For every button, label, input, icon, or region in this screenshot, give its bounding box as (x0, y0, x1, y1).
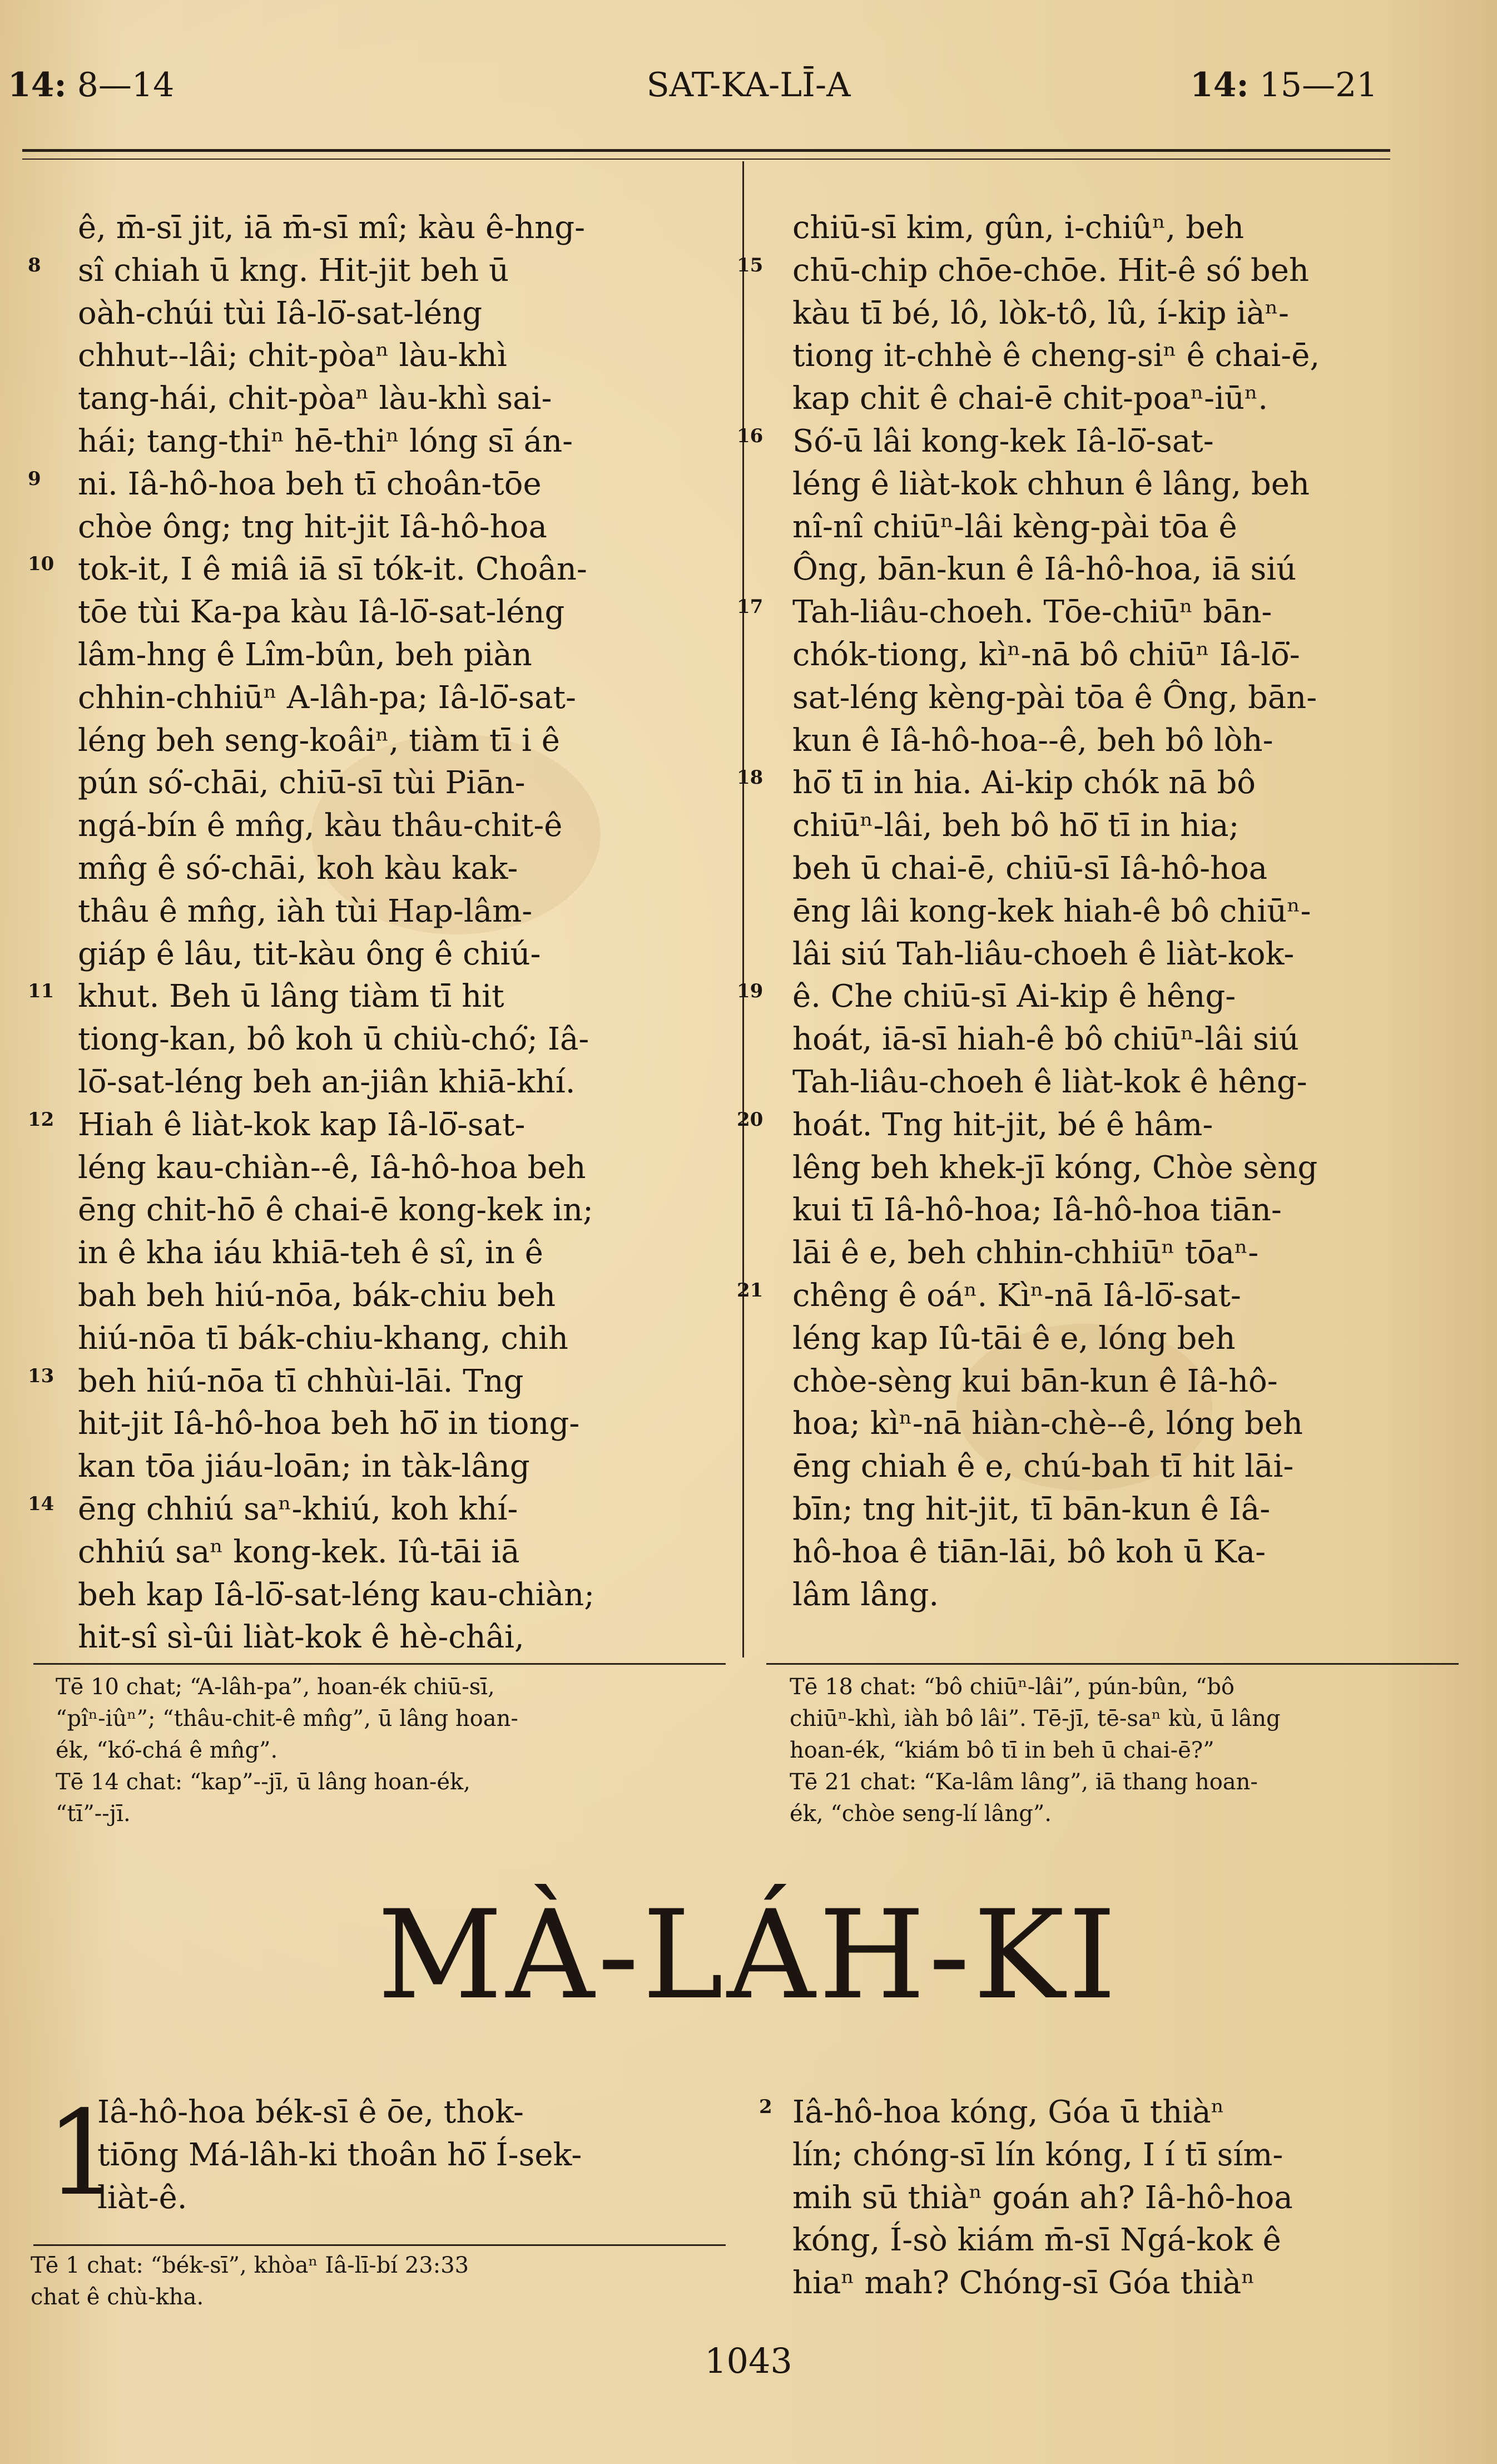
text-line: pún só͘-chāi, chiū-sī tùi Piān- (78, 765, 526, 801)
text-line: hoát, iā-sī hiah-ê bô chiūⁿ-lâi siú (792, 1021, 1299, 1058)
text-line: mih sū thiàⁿ goán ah? Iâ-hô-hoa (792, 2179, 1293, 2216)
footnote-line: Tē 21 chat: “Ka-lâm lâng”, iā thang hoan- (790, 1769, 1258, 1795)
text-line: lín; chóng-sī lín kóng, I í tī sím- (792, 2136, 1283, 2173)
footnote-line: chiūⁿ-khì, iàh bô lâi”. Tē-jī, tē-saⁿ kù, ū lâng (790, 1706, 1281, 1731)
text-line: tiōng Má-lâh-ki thoân hō͘ Í-sek- (97, 2136, 582, 2173)
verse-number: 18 (737, 766, 764, 789)
text-line: Tah-liâu-choeh. Tōe-chiūⁿ bān- (792, 594, 1272, 631)
footnote-line: ék, “chòe seng-lí lâng”. (790, 1801, 1052, 1827)
text-line: bīn; tng hit-jit, tī bān-kun ê Iâ- (792, 1491, 1271, 1527)
text-line: thâu ê mn̂g, iàh tùi Hap-lâm- (78, 893, 533, 929)
text-line: beh kap Iâ-lō͘-sat-léng kau-chiàn; (78, 1576, 595, 1613)
text-line: kap chit ê chai-ē chit-poaⁿ-iūⁿ. (792, 380, 1268, 417)
text-line: hô-hoa ê tiān-lāi, bô koh ū Ka- (792, 1533, 1266, 1570)
text-line: lâi siú Tah-liâu-choeh ê liàt-kok- (792, 936, 1295, 972)
text-line: tōe tùi Ka-pa kàu Iâ-lō͘-sat-léng (78, 594, 565, 631)
text-line: sat-léng kèng-pài tōa ê Ông, bān- (792, 679, 1317, 716)
header-right-reference (1190, 66, 1377, 105)
text-line: ēng chiah ê e, chú-bah tī hit lāi- (792, 1448, 1294, 1485)
text-line: hoa; kìⁿ-nā hiàn-chè--ê, lóng beh (792, 1406, 1303, 1442)
right-column-text (792, 207, 1320, 1616)
book-title: MÀ-LÁH-KI (377, 1884, 1120, 2026)
text-line: bah beh hiú-nōa, bák-chiu beh (78, 1277, 556, 1314)
text-line: tiong it-chhè ê cheng-siⁿ ê chai-ē, (792, 338, 1320, 374)
text-line: hō͘ tī in hia. Ai-kip chók nā bô (792, 765, 1256, 801)
footnote-line: ék, “kó͘-chá ê mn̂g”. (56, 1738, 278, 1763)
text-line: lāi ê e, beh chhin-chhiūⁿ tōaⁿ- (792, 1235, 1259, 1271)
text-line: ēng lâi kong-kek hiah-ê bô chiūⁿ- (792, 893, 1311, 929)
header-right-chapter: 14: (1190, 66, 1249, 105)
header-left-chapter: 14: (8, 66, 67, 105)
chapter-number: 1 (46, 2085, 120, 2221)
text-line: sî chiah ū kng. Hit-jit beh ū (78, 252, 509, 289)
text-line: tiong-kan, bô koh ū chiù-chó͘; Iâ- (78, 1021, 589, 1058)
header-rule-thin (22, 159, 1390, 160)
text-line: léng kap Iû-tāi ê e, lóng beh (792, 1320, 1236, 1357)
text-line: léng beh seng-koâiⁿ, tiàm tī i ê (78, 722, 560, 759)
footnote-line: chat ê chù-kha. (31, 2284, 204, 2310)
verse-number: 19 (737, 980, 764, 1003)
verse-number: 14 (28, 1493, 54, 1515)
text-line: hiú-nōa tī bák-chiu-khang, chih (78, 1320, 568, 1357)
verse-number: 17 (737, 596, 764, 619)
text-line: lêng beh khek-jī kóng, Chòe sèng (792, 1149, 1318, 1186)
header-rule-thick (22, 149, 1390, 152)
footnote-line: Tē 18 chat: “bô chiūⁿ-lâi”, pún-bûn, “bô (790, 1674, 1235, 1700)
verse-number: 16 (737, 425, 764, 447)
footnote-line: “tī”--jī. (56, 1801, 131, 1827)
text-line: chiū-sī kim, gûn, i-chiûⁿ, beh (792, 210, 1245, 246)
text-line: liàt-ê. (97, 2179, 187, 2216)
text-line: chók-tiong, kìⁿ-nā bô chiūⁿ Iâ-lō͘- (792, 636, 1300, 673)
text-line: beh hiú-nōa tī chhùi-lāi. Tng (78, 1363, 524, 1399)
text-line: khut. Beh ū lâng tiàm tī hit (78, 978, 504, 1015)
verse-number: 15 (737, 254, 764, 276)
header-left-verses: 8—14 (77, 66, 175, 105)
text-line: Só͘-ū lâi kong-kek Iâ-lō͘-sat- (792, 423, 1214, 459)
text-line: hit-sî sì-ûi liàt-kok ê hè-châi, (78, 1619, 524, 1656)
text-line: tok-it, I ê miâ iā sī tók-it. Choân- (78, 551, 587, 588)
text-line: Ông, bān-kun ê Iâ-hô-hoa, iā siú (792, 551, 1297, 588)
text-line: ngá-bín ê mn̂g, kàu thâu-chit-ê (78, 808, 563, 844)
malachi-left-text (97, 2091, 582, 2219)
malachi-footnotes (31, 2250, 469, 2313)
text-line: hoát. Tng hit-jit, bé ê hâm- (792, 1106, 1213, 1143)
text-line: Iâ-hô-hoa kóng, Góa ū thiàⁿ (792, 2094, 1225, 2130)
text-line: ê. Che chiū-sī Ai-kip ê hêng- (792, 978, 1236, 1015)
text-line: léng kau-chiàn--ê, Iâ-hô-hoa beh (78, 1149, 586, 1186)
text-line: chhiú saⁿ kong-kek. Iû-tāi iā (78, 1533, 520, 1570)
footnote-line: Tē 10 chat; “A-lâh-pa”, hoan-ék chiū-sī, (56, 1674, 495, 1700)
text-line: kun ê Iâ-hô-hoa--ê, beh bô lòh- (792, 722, 1273, 759)
text-line: lâm lâng. (792, 1576, 939, 1613)
malachi-footnote-rule (33, 2244, 726, 2246)
text-line: oàh-chúi tùi Iâ-lō͘-sat-léng (78, 295, 483, 331)
text-line: hiaⁿ mah? Chóng-sī Góa thiàⁿ (792, 2265, 1255, 2302)
text-line: kui tī Iâ-hô-hoa; Iâ-hô-hoa tiān- (792, 1192, 1282, 1229)
verse-number: 2 (759, 2096, 772, 2118)
footnote-line: Tē 1 chat: “bék-sī”, khòaⁿ Iâ-lī-bí 23:33 (31, 2253, 469, 2278)
text-line: chêng ê oáⁿ. Kìⁿ-nā Iâ-lō͘-sat- (792, 1277, 1241, 1314)
text-line: kóng, Í-sò kiám m̄-sī Ngá-kok ê (792, 2222, 1281, 2259)
verse-number: 12 (28, 1108, 54, 1131)
text-line: Tah-liâu-choeh ê liàt-kok ê hêng- (792, 1063, 1307, 1100)
text-line: nî-nî chiūⁿ-lâi kèng-pài tōa ê (792, 508, 1237, 545)
text-line: lâm-hng ê Lîm-bûn, beh piàn (78, 636, 532, 673)
text-line: Iâ-hô-hoa bék-sī ê ōe, thok- (97, 2094, 524, 2130)
verse-number: 13 (28, 1364, 54, 1387)
text-line: chiūⁿ-lâi, beh bô hō͘ tī in hia; (792, 808, 1240, 844)
text-line: giáp ê lâu, tit-kàu ông ê chiú- (78, 936, 541, 972)
left-footnote-rule (33, 1663, 726, 1665)
right-footnote-rule (766, 1663, 1459, 1665)
footnote-line: hoan-ék, “kiám bô tī in beh ū chai-ē?” (790, 1738, 1215, 1763)
text-line: ni. Iâ-hô-hoa beh tī choân-tōe (78, 466, 542, 502)
right-footnotes (790, 1671, 1281, 1830)
left-footnotes (56, 1671, 518, 1830)
footnote-line: “pîⁿ-iûⁿ”; “thâu-chit-ê mn̂g”, ū lâng hoan- (56, 1706, 518, 1731)
text-line: lō͘-sat-léng beh an-jiân khiā-khí. (78, 1063, 576, 1100)
text-line: chòe ông; tng hit-jit Iâ-hô-hoa (78, 508, 547, 545)
header-right-verses: 15—21 (1259, 66, 1378, 105)
page-number: 1043 (705, 2341, 792, 2381)
verse-number: 20 (737, 1108, 764, 1131)
text-line: ê, m̄-sī jit, iā m̄-sī mî; kàu ê-hng- (78, 210, 585, 246)
verse-number: 9 (28, 467, 41, 490)
text-line: ēng chhiú saⁿ-khiú, koh khí- (78, 1491, 518, 1527)
verse-number: 8 (28, 254, 41, 276)
column-divider (742, 161, 744, 1657)
malachi-right-text (792, 2091, 1293, 2305)
verse-number: 10 (28, 553, 54, 576)
verse-number: 21 (737, 1279, 764, 1302)
text-line: kàu tī bé, lô, lòk-tô, lû, í-kip iàⁿ- (792, 295, 1289, 331)
text-line: mn̂g ê só͘-chāi, koh kàu kak- (78, 850, 518, 887)
text-line: chhin-chhiūⁿ A-lâh-pa; Iâ-lō͘-sat- (78, 679, 576, 716)
text-line: ēng chit-hō ê chai-ē kong-kek in; (78, 1192, 593, 1229)
text-line: chòe-sèng kui bān-kun ê Iâ-hô- (792, 1363, 1278, 1399)
text-line: in ê kha iáu khiā-teh ê sî, in ê (78, 1235, 543, 1271)
left-column-text (78, 207, 594, 1659)
text-line: hit-jit Iâ-hô-hoa beh hō͘ in tiong- (78, 1406, 580, 1442)
text-line: hái; tang-thiⁿ hē-thiⁿ lóng sī án- (78, 423, 573, 459)
text-line: tang-hái, chit-pòaⁿ làu-khì sai- (78, 380, 552, 417)
footnote-line: Tē 14 chat: “kap”--jī, ū lâng hoan-ék, (56, 1769, 470, 1795)
text-line: kan tōa jiáu-loān; in tàk-lâng (78, 1448, 530, 1485)
text-line: léng ê liàt-kok chhun ê lâng, beh (792, 466, 1310, 502)
text-line: chhut--lâi; chit-pòaⁿ làu-khì (78, 338, 507, 374)
text-line: chū-chip chōe-chōe. Hit-ê só͘ beh (792, 252, 1309, 289)
text-line: Hiah ê liàt-kok kap Iâ-lō͘-sat- (78, 1106, 526, 1143)
verse-number: 11 (28, 980, 54, 1003)
running-title: SAT-KA-LĪ-A (646, 66, 851, 105)
text-line: beh ū chai-ē, chiū-sī Iâ-hô-hoa (792, 850, 1268, 887)
